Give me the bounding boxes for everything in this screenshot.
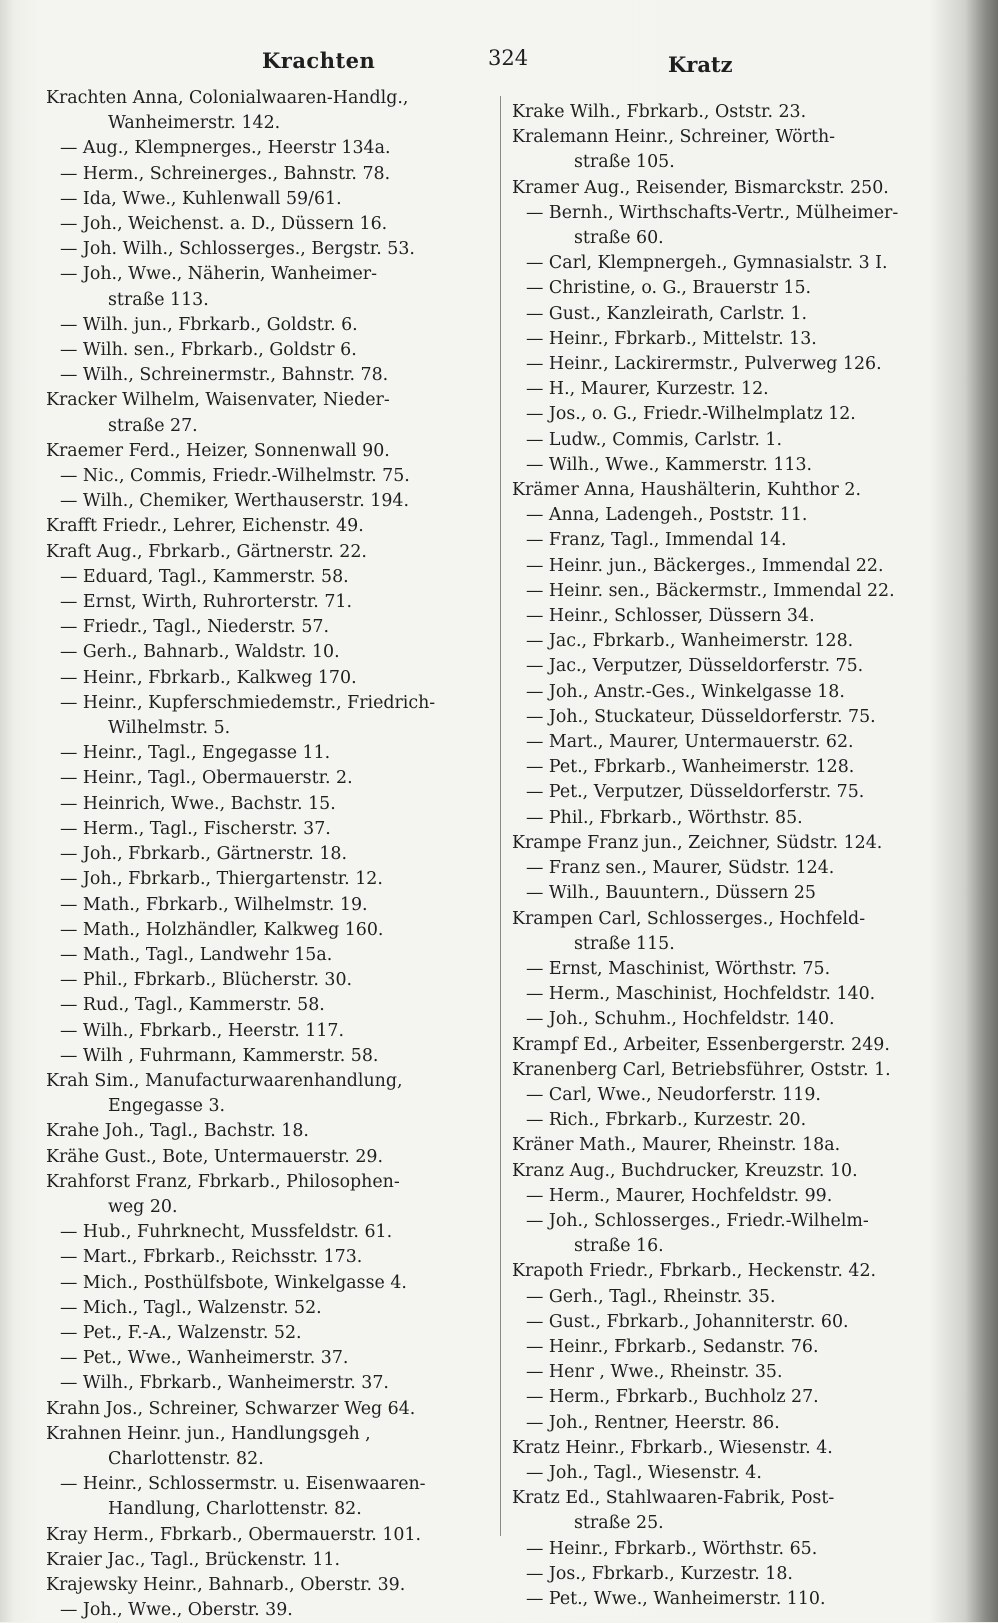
directory-entry — [46, 439, 494, 464]
directory-entry — [46, 262, 494, 312]
entry-line: — Joh., Schlosserges., Friedr.-Wilhelm- — [526, 1210, 869, 1231]
entry-line: — Joh., Rentner, Heerstr. 86. — [526, 1412, 780, 1433]
directory-entry — [512, 755, 952, 780]
entry-line: — Carl, Klempnergeh., Gymnasialstr. 3 I. — [526, 253, 888, 274]
entry-line: — Eduard, Tagl., Kammerstr. 58. — [60, 566, 349, 587]
directory-entry — [46, 1296, 494, 1321]
directory-entry — [512, 1411, 952, 1436]
entry-line: — Pet., Wwe., Wanheimerstr. 37. — [60, 1348, 349, 1369]
directory-entry — [46, 691, 494, 741]
directory-entry — [512, 276, 952, 301]
entry-line: — Joh., Schuhm., Hochfeldstr. 140. — [526, 1009, 835, 1030]
entry-line: — Jac., Fbrkarb., Wanheimerstr. 128. — [526, 631, 854, 652]
entry-line: — Math., Tagl., Landwehr 15a. — [60, 944, 333, 965]
entry-line: Kranz Aug., Buchdrucker, Kreuzstr. 10. — [512, 1160, 858, 1181]
directory-entry — [512, 377, 952, 402]
entry-line: — Mart., Fbrkarb., Reichsstr. 173. — [60, 1247, 363, 1268]
entry-line: — Wilh. jun., Fbrkarb., Goldstr. 6. — [60, 314, 358, 335]
column-divider — [500, 96, 501, 1536]
directory-entry — [46, 918, 494, 943]
entry-line: — Joh., Wwe., Oberstr. 39. — [60, 1600, 293, 1621]
entry-line: Krajewsky Heinr., Bahnarb., Oberstr. 39. — [46, 1574, 406, 1595]
entry-line: Krämer Anna, Haushälterin, Kuhthor 2. — [512, 480, 861, 501]
entry-line: — Wilh. sen., Fbrkarb., Goldstr 6. — [60, 340, 357, 361]
entry-line: Kratz Ed., Stahlwaaren-Fabrik, Post- — [512, 1488, 835, 1509]
entry-line: — Math., Fbrkarb., Wilhelmstr. 19. — [60, 894, 368, 915]
directory-entry — [512, 1285, 952, 1310]
directory-entry — [512, 302, 952, 327]
entry-line: — H., Maurer, Kurzestr. 12. — [526, 379, 769, 400]
directory-entry — [46, 237, 494, 262]
directory-entry — [512, 1385, 952, 1410]
entry-line: — Pet., Fbrkarb., Wanheimerstr. 128. — [526, 757, 855, 778]
entry-continuation: Engegasse 3. — [108, 1096, 226, 1117]
entry-line: — Wilh., Chemiker, Werthauserstr. 194. — [60, 491, 409, 512]
entry-line: — Mich., Posthülfsbote, Winkelgasse 4. — [60, 1272, 407, 1293]
directory-entry — [512, 1007, 952, 1032]
entry-continuation: Wilhelmstr. 5. — [108, 718, 231, 739]
entry-line: — Hub., Fuhrknecht, Mussfeldstr. 61. — [60, 1222, 393, 1243]
directory-entry — [46, 464, 494, 489]
directory-entry — [512, 1537, 952, 1562]
entry-line: — Phil., Fbrkarb., Blücherstr. 30. — [60, 970, 353, 991]
directory-entry — [512, 251, 952, 276]
directory-entry — [46, 338, 494, 363]
directory-entry — [46, 1371, 494, 1396]
directory-entry — [46, 1321, 494, 1346]
directory-entry — [46, 1069, 494, 1119]
entry-line: — Jos., Fbrkarb., Kurzestr. 18. — [526, 1563, 793, 1584]
directory-entry — [46, 666, 494, 691]
directory-entry — [46, 640, 494, 665]
entry-line: — Gerh., Tagl., Rheinstr. 35. — [526, 1286, 776, 1307]
entry-line: — Wilh , Fuhrmann, Kammerstr. 58. — [60, 1045, 379, 1066]
entry-continuation: straße 113. — [108, 289, 209, 310]
directory-entry — [512, 907, 952, 957]
directory-entry — [46, 1346, 494, 1371]
entry-line: — Herm., Maschinist, Hochfeldstr. 140. — [526, 984, 876, 1005]
directory-entry — [46, 363, 494, 388]
directory-entry — [46, 1271, 494, 1296]
entry-line: — Heinr., Tagl., Engegasse 11. — [60, 743, 331, 764]
entry-line: — Gust., Kanzleirath, Carlstr. 1. — [526, 303, 808, 324]
entry-line: — Herm., Fbrkarb., Buchholz 27. — [526, 1387, 819, 1408]
page-number: 324 — [488, 46, 529, 70]
entry-line: — Bernh., Wirthschafts-Vertr., Mülheimer- — [526, 202, 899, 223]
directory-entry — [46, 489, 494, 514]
directory-entry — [46, 1472, 494, 1522]
entry-line: Krah Sim., Manufacturwaarenhandlung, — [46, 1070, 403, 1091]
entry-line: — Mart., Maurer, Untermauerstr. 62. — [526, 732, 854, 753]
entry-line: — Nic., Commis, Friedr.-Wilhelmstr. 75. — [60, 466, 410, 487]
directory-entry — [46, 136, 494, 161]
directory-entry — [512, 352, 952, 377]
entry-line: Kraier Jac., Tagl., Brückenstr. 11. — [46, 1549, 341, 1570]
directory-entry — [512, 1436, 952, 1461]
entry-line: — Heinr., Tagl., Obermauerstr. 2. — [60, 768, 353, 789]
directory-entry — [46, 388, 494, 438]
entry-line: — Heinr. sen., Bäckermstr., Immendal 22. — [526, 580, 895, 601]
entry-line: — Wilh., Schreinermstr., Bahnstr. 78. — [60, 365, 389, 386]
directory-entry — [512, 1335, 952, 1360]
entry-line: — Heinr., Fbrkarb., Sedanstr. 76. — [526, 1336, 819, 1357]
directory-entry — [46, 86, 494, 136]
directory-entry — [46, 1548, 494, 1573]
directory-entry — [46, 1044, 494, 1069]
entry-line: — Pet., Verputzer, Düsseldorferstr. 75. — [526, 782, 865, 803]
entry-line: Krahe Joh., Tagl., Bachstr. 18. — [46, 1121, 309, 1142]
directory-entry — [512, 982, 952, 1007]
directory-entry — [46, 1397, 494, 1422]
directory-entry — [46, 1422, 494, 1472]
entry-line: Kranenberg Carl, Betriebsführer, Oststr. 1. — [512, 1059, 891, 1080]
directory-entry — [512, 1058, 952, 1083]
entry-line: — Jac., Verputzer, Düsseldorferstr. 75. — [526, 656, 864, 677]
header-left-keyword: Krachten — [262, 48, 376, 73]
entry-line: Kray Herm., Fbrkarb., Obermauerstr. 101. — [46, 1524, 422, 1545]
directory-entry — [512, 1184, 952, 1209]
entry-line: — Math., Holzhändler, Kalkweg 160. — [60, 919, 384, 940]
entry-line: — Wilh., Bauuntern., Düssern 25 — [526, 883, 816, 904]
directory-entry — [512, 453, 952, 478]
directory-entry — [512, 730, 952, 755]
entry-line: — Christine, o. G., Brauerstr 15. — [526, 278, 812, 299]
directory-entry — [512, 1209, 952, 1259]
directory-entry — [46, 1145, 494, 1170]
entry-line: Krafft Friedr., Lehrer, Eichenstr. 49. — [46, 516, 364, 537]
directory-entry — [512, 680, 952, 705]
directory-entry — [512, 1259, 952, 1284]
entry-line: — Franz, Tagl., Immendal 14. — [526, 530, 787, 551]
directory-entry — [512, 1486, 952, 1536]
entry-line: — Ernst, Wirth, Ruhrorterstr. 71. — [60, 592, 352, 613]
directory-entry — [46, 817, 494, 842]
directory-entry — [512, 478, 952, 503]
directory-entry — [512, 1562, 952, 1587]
entry-line: Krake Wilh., Fbrkarb., Oststr. 23. — [512, 102, 807, 122]
right-column — [512, 100, 952, 1612]
entry-line: Krampf Ed., Arbeiter, Essenbergerstr. 249. — [512, 1034, 890, 1055]
entry-line: — Phil., Fbrkarb., Wörthstr. 85. — [526, 807, 803, 828]
directory-entry — [512, 1108, 952, 1133]
directory-entry — [512, 957, 952, 982]
entry-line: — Carl, Wwe., Neudorferstr. 119. — [526, 1084, 821, 1105]
directory-entry — [46, 615, 494, 640]
directory-entry — [512, 806, 952, 831]
directory-entry — [46, 943, 494, 968]
entry-line: — Henr , Wwe., Rheinstr. 35. — [526, 1362, 783, 1383]
directory-entry — [512, 1360, 952, 1385]
directory-entry — [512, 554, 952, 579]
directory-entry — [46, 187, 494, 212]
entry-continuation: straße 25. — [574, 1513, 664, 1534]
entry-line: — Joh., Anstr.-Ges., Winkelgasse 18. — [526, 681, 845, 702]
entry-line: — Joh., Weichenst. a. D., Düssern 16. — [60, 214, 388, 235]
entry-line: — Heinr., Kupferschmiedemstr., Friedrich- — [60, 692, 436, 713]
header-right-keyword: Kratz — [668, 52, 733, 77]
directory-entry — [46, 565, 494, 590]
entry-line: Kratz Heinr., Fbrkarb., Wiesenstr. 4. — [512, 1437, 833, 1458]
entry-line: Krahn Jos., Schreiner, Schwarzer Weg 64. — [46, 1398, 416, 1419]
directory-entry — [512, 604, 952, 629]
directory-entry — [512, 402, 952, 427]
directory-entry — [46, 590, 494, 615]
entry-continuation: Charlottenstr. 82. — [108, 1448, 264, 1469]
left-column — [46, 86, 494, 1623]
entry-line: Kraft Aug., Fbrkarb., Gärtnerstr. 22. — [46, 541, 367, 562]
entry-line: — Mich., Tagl., Walzenstr. 52. — [60, 1297, 322, 1318]
entry-line: — Ludw., Commis, Carlstr. 1. — [526, 429, 783, 450]
directory-entry — [512, 881, 952, 906]
entry-continuation: straße 105. — [574, 152, 675, 173]
entry-continuation: Handlung, Charlottenstr. 82. — [108, 1499, 362, 1520]
entry-line: — Ida, Wwe., Kuhlenwall 59/61. — [60, 188, 342, 209]
entry-line: — Joh., Stuckateur, Düsseldorferstr. 75. — [526, 706, 876, 727]
entry-line: — Heinr. jun., Bäckerges., Immendal 22. — [526, 555, 884, 576]
entry-line: — Heinr., Fbrkarb., Mittelstr. 13. — [526, 328, 817, 349]
entry-line: — Herm., Schreinerges., Bahnstr. 78. — [60, 163, 391, 184]
directory-entry — [46, 514, 494, 539]
entry-line: — Heinr., Schlossermstr. u. Eisenwaaren- — [60, 1474, 426, 1495]
entry-line: — Gust., Fbrkarb., Johanniterstr. 60. — [526, 1311, 849, 1332]
directory-entry — [512, 428, 952, 453]
entry-line: — Anna, Ladengeh., Poststr. 11. — [526, 505, 808, 526]
entry-line: Kräner Math., Maurer, Rheinstr. 18a. — [512, 1135, 841, 1156]
entry-line: Kramer Aug., Reisender, Bismarckstr. 250. — [512, 177, 889, 198]
entry-line: — Gerh., Bahnarb., Waldstr. 10. — [60, 642, 340, 663]
directory-entry — [512, 1587, 952, 1612]
directory-entry — [46, 1019, 494, 1044]
entry-line: — Heinr., Fbrkarb., Wörthstr. 65. — [526, 1538, 818, 1559]
directory-entry — [46, 1523, 494, 1548]
entry-line: — Joh., Wwe., Näherin, Wanheimer- — [60, 264, 377, 285]
directory-entry — [512, 1083, 952, 1108]
entry-line: Kracker Wilhelm, Waisenvater, Nieder- — [46, 390, 390, 411]
entry-line: Krampe Franz jun., Zeichner, Südstr. 124. — [512, 832, 883, 853]
entry-line: — Joh., Tagl., Wiesenstr. 4. — [526, 1462, 762, 1483]
entry-line: — Joh. Wilh., Schlosserges., Bergstr. 53. — [60, 239, 415, 260]
directory-entry — [512, 1461, 952, 1486]
entry-line: — Jos., o. G., Friedr.-Wilhelmplatz 12. — [526, 404, 856, 425]
directory-entry — [46, 968, 494, 993]
entry-line: Krachten Anna, Colonialwaaren-Handlg., — [46, 88, 409, 108]
entry-line: Kralemann Heinr., Schreiner, Wörth- — [512, 127, 836, 148]
entry-line: — Pet., F.-A., Walzenstr. 52. — [60, 1322, 302, 1343]
directory-entry — [46, 842, 494, 867]
directory-entry — [512, 1310, 952, 1335]
entry-line: — Heinrich, Wwe., Bachstr. 15. — [60, 793, 336, 814]
directory-entry — [512, 327, 952, 352]
entry-continuation: straße 115. — [574, 933, 675, 954]
entry-line: — Aug., Klempnerges., Heerstr 134a. — [60, 138, 391, 159]
entry-line: — Joh., Fbrkarb., Gärtnerstr. 18. — [60, 844, 347, 865]
directory-entry — [46, 162, 494, 187]
directory-entry — [512, 780, 952, 805]
entry-continuation: straße 16. — [574, 1236, 664, 1257]
directory-entry — [46, 741, 494, 766]
entry-line: — Heinr., Lackirermstr., Pulverweg 126. — [526, 354, 882, 375]
entry-line: Krahforst Franz, Fbrkarb., Philosophen- — [46, 1171, 400, 1192]
directory-entry — [512, 1159, 952, 1184]
directory-entry — [512, 528, 952, 553]
entry-line: — Wilh., Fbrkarb., Heerstr. 117. — [60, 1020, 344, 1041]
directory-entry — [512, 831, 952, 856]
directory-entry — [512, 100, 952, 125]
directory-entry — [46, 792, 494, 817]
directory-entry — [512, 125, 952, 175]
directory-entry — [46, 766, 494, 791]
directory-entry — [512, 176, 952, 201]
directory-entry — [46, 1573, 494, 1598]
entry-line: — Herm., Tagl., Fischerstr. 37. — [60, 818, 331, 839]
entry-line: — Joh., Fbrkarb., Thiergartenstr. 12. — [60, 869, 383, 890]
entry-line: Krampen Carl, Schlosserges., Hochfeld- — [512, 908, 866, 929]
directory-entry — [512, 1033, 952, 1058]
directory-entry — [512, 503, 952, 528]
directory-entry — [512, 629, 952, 654]
entry-line: — Herm., Maurer, Hochfeldstr. 99. — [526, 1185, 833, 1206]
entry-line: — Franz sen., Maurer, Südstr. 124. — [526, 858, 835, 879]
directory-entry — [512, 705, 952, 730]
directory-entry — [512, 856, 952, 881]
directory-entry — [512, 201, 952, 251]
directory-entry — [46, 1220, 494, 1245]
entry-line: Kraemer Ferd., Heizer, Sonnenwall 90. — [46, 440, 390, 461]
directory-entry — [512, 579, 952, 604]
directory-entry — [46, 1119, 494, 1144]
directory-entry — [46, 867, 494, 892]
entry-line: — Wilh., Wwe., Kammerstr. 113. — [526, 454, 813, 475]
entry-line: — Ernst, Maschinist, Wörthstr. 75. — [526, 958, 831, 979]
directory-entry — [512, 654, 952, 679]
entry-line: — Rich., Fbrkarb., Kurzestr. 20. — [526, 1110, 807, 1131]
directory-entry — [46, 313, 494, 338]
directory-entry — [512, 1133, 952, 1158]
entry-continuation: straße 27. — [108, 415, 198, 436]
page-header — [0, 44, 998, 80]
entry-line: Krapoth Friedr., Fbrkarb., Heckenstr. 42. — [512, 1261, 877, 1282]
directory-entry — [46, 1170, 494, 1220]
directory-entry — [46, 212, 494, 237]
entry-line: — Pet., Wwe., Wanheimerstr. 110. — [526, 1588, 826, 1609]
entry-continuation: straße 60. — [574, 228, 664, 249]
directory-entry — [46, 1598, 494, 1623]
entry-line: — Friedr., Tagl., Niederstr. 57. — [60, 617, 330, 638]
entry-line: — Heinr., Fbrkarb., Kalkweg 170. — [60, 667, 357, 688]
entry-continuation: Wanheimerstr. 142. — [108, 113, 281, 134]
directory-entry — [46, 540, 494, 565]
directory-entry — [46, 1245, 494, 1270]
entry-line: — Rud., Tagl., Kammerstr. 58. — [60, 995, 325, 1016]
entry-line: — Heinr., Schlosser, Düssern 34. — [526, 606, 815, 627]
entry-line: Krähe Gust., Bote, Untermauerstr. 29. — [46, 1146, 384, 1167]
entry-line: — Wilh., Fbrkarb., Wanheimerstr. 37. — [60, 1373, 389, 1394]
entry-continuation: weg 20. — [108, 1196, 178, 1217]
directory-entry — [46, 893, 494, 918]
directory-entry — [46, 993, 494, 1018]
entry-line: Krahnen Heinr. jun., Handlungsgeh , — [46, 1423, 371, 1444]
